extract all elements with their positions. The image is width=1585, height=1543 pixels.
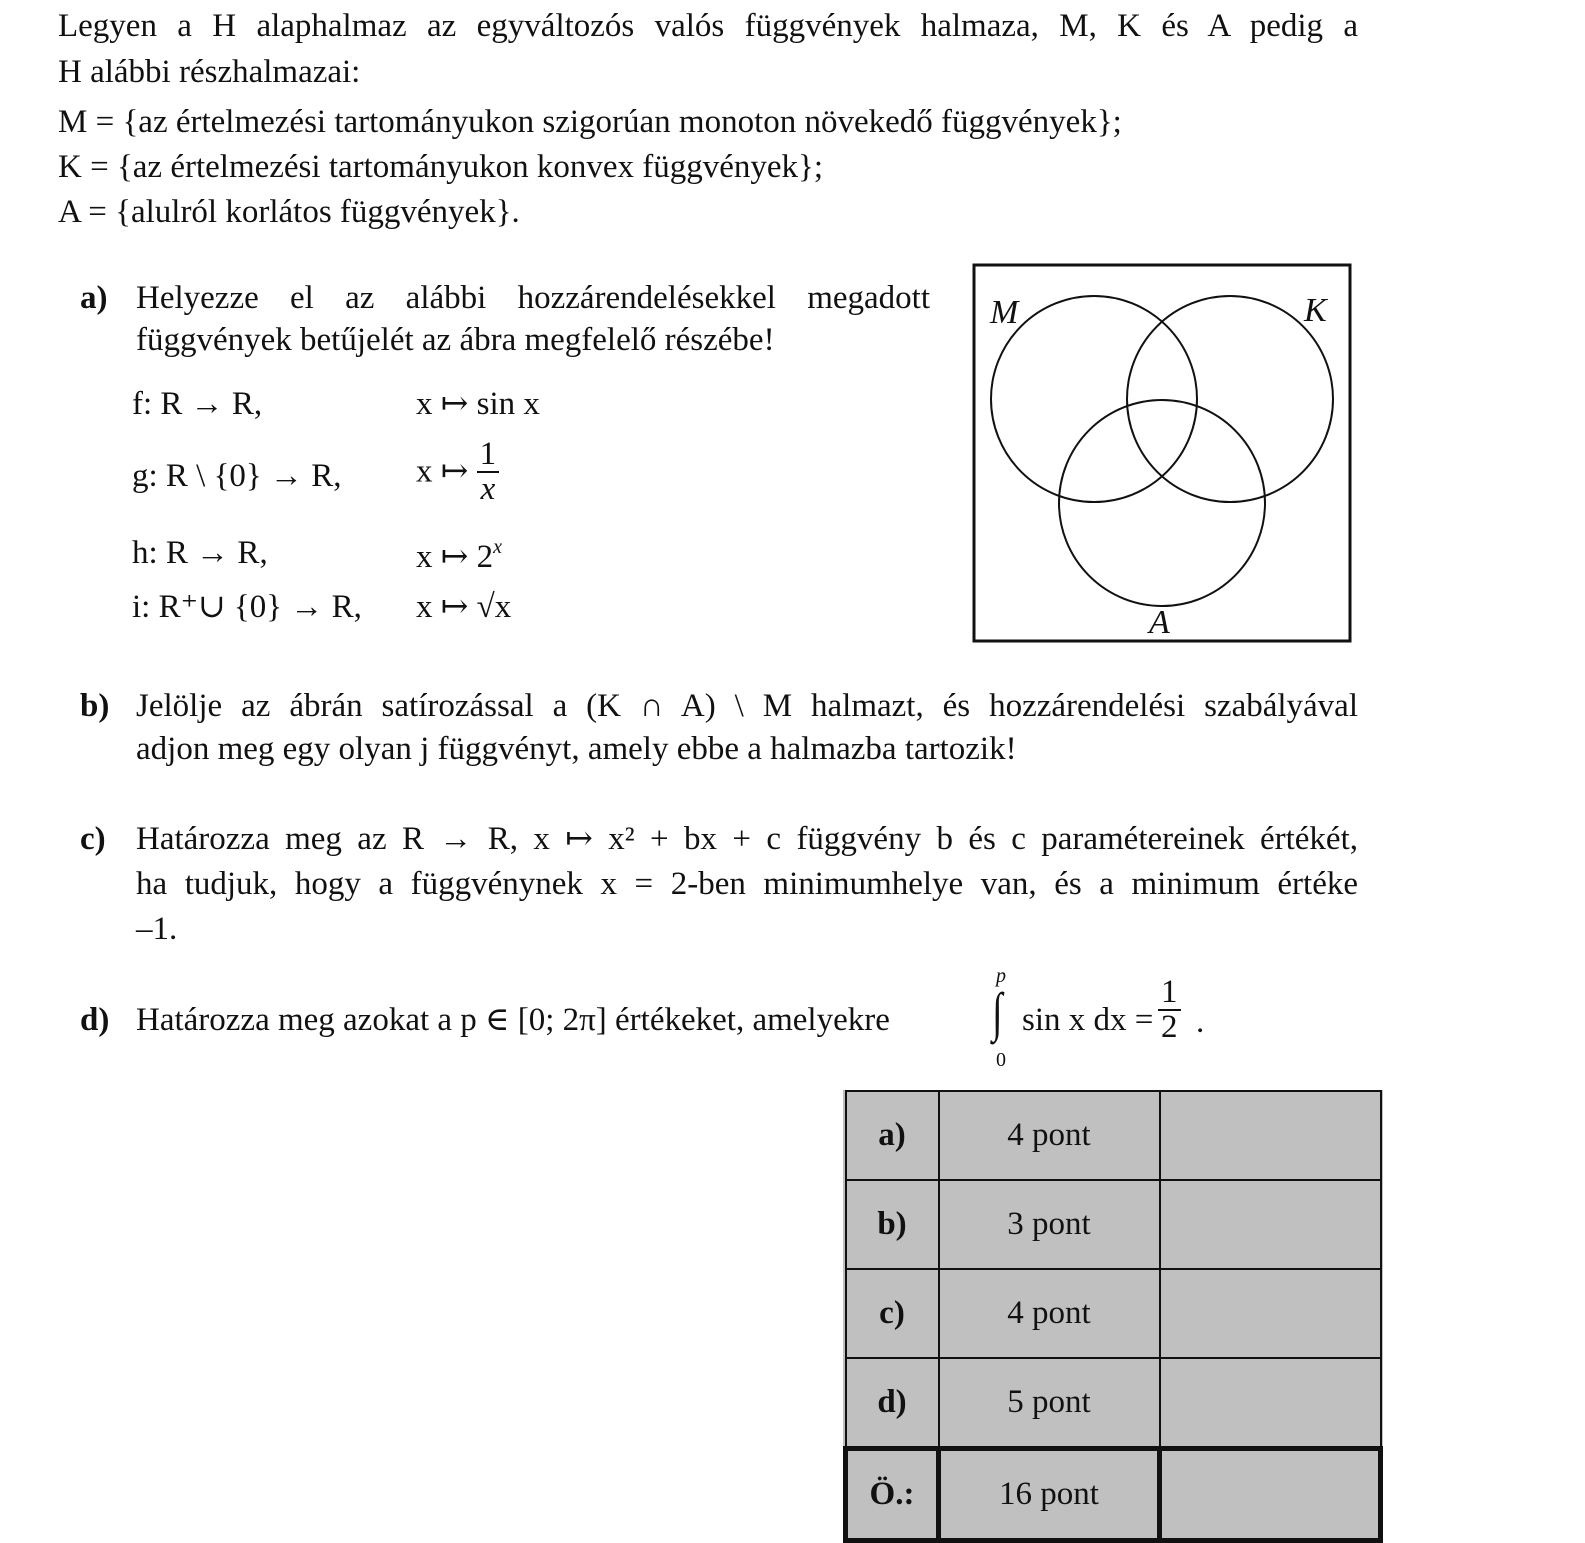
set-k-definition: K = {az értelmezési tartományukon konvex függvények}; (58, 149, 824, 185)
function-g-denominator: x (477, 471, 500, 506)
set-m-circle (991, 296, 1197, 502)
intro-line-2: H alábbi részhalmazai: (58, 54, 361, 90)
table-row (846, 1358, 1381, 1449)
table-row (846, 1180, 1381, 1269)
function-g-rule (416, 438, 499, 506)
score-total-label: Ö.: (846, 1449, 939, 1541)
score-max-points: 4 pont (939, 1269, 1160, 1358)
part-a-label: a) (80, 280, 108, 316)
score-earned-cell[interactable] (1160, 1180, 1381, 1269)
table-row (846, 1269, 1381, 1358)
set-a-definition: A = {alulról korlátos függvények}. (58, 194, 520, 230)
part-a-line-2: függvények betűjelét az ábra megfelelő részébe! (136, 322, 775, 358)
integral-result-denominator: 2 (1158, 1009, 1181, 1044)
function-h-domain: h: R → R, (132, 535, 268, 571)
score-earned-cell[interactable] (1160, 1091, 1381, 1180)
part-d-label: d) (80, 1002, 110, 1038)
set-k-label: K (1304, 292, 1327, 329)
function-i-rule: x ↦ √x (416, 589, 512, 625)
score-part-label: b) (846, 1180, 939, 1269)
table-row-total (846, 1449, 1381, 1541)
part-d-text: Határozza meg azokat a p ∈ [0; 2π] értékeket, amelyekre (136, 1002, 890, 1038)
function-h-rule-prefix: x ↦ 2 (416, 539, 494, 575)
function-h-exponent: x (493, 536, 503, 558)
integral-result-numerator: 1 (1161, 974, 1178, 1010)
score-max-points: 5 pont (939, 1358, 1160, 1449)
part-b-line-2: adjon meg egy olyan j függvényt, amely ebbe a halmazba tartozik! (136, 731, 1017, 767)
integral-upper-bound: p (996, 965, 1006, 987)
part-c-line-2: ha tudjuk, hogy a függvénynek x = 2-ben minimumhelye van, és a minimum értéke (136, 866, 1358, 902)
function-g-fraction (477, 438, 500, 506)
function-h-rule (416, 537, 502, 574)
set-a-label: A (1149, 604, 1170, 641)
score-earned-cell[interactable] (1160, 1358, 1381, 1449)
score-part-label: a) (846, 1091, 939, 1180)
integral-integrand: sin x dx = (1022, 1002, 1154, 1038)
score-part-label: c) (846, 1269, 939, 1358)
integral-result-fraction (1158, 976, 1181, 1044)
part-b-line-1: Jelölje az ábrán satírozással a (K ∩ A) \ M halmazt, és hozzárendelési szabályával (136, 688, 1358, 724)
part-c-line-3: –1. (136, 911, 178, 947)
part-a-line-1: Helyezze el az alábbi hozzárendelésekkel megadott (136, 280, 930, 316)
function-g-numerator: 1 (479, 436, 497, 472)
score-max-points: 4 pont (939, 1091, 1160, 1180)
part-b-label: b) (80, 688, 110, 724)
part-c-line-1: Határozza meg az R → R, x ↦ x² + bx + c függvény b és c paramétereinek értékét, (136, 821, 1358, 857)
venn-diagram (972, 263, 1352, 643)
set-a-circle (1059, 400, 1265, 606)
intro-line-1: Legyen a H alaphalmaz az egyváltozós valós függvények halmaza, M, K és A pedig a (58, 8, 1358, 44)
score-table (843, 1090, 1383, 1543)
table-row (846, 1091, 1381, 1180)
part-c-label: c) (80, 821, 106, 857)
part-d-tail: . (1196, 1004, 1205, 1040)
set-m-label: M (990, 294, 1019, 331)
function-g-domain: g: R \ {0} → R, (132, 458, 342, 494)
score-earned-cell[interactable] (1160, 1269, 1381, 1358)
set-k-circle (1127, 296, 1333, 502)
function-i-domain: i: R⁺∪ {0} → R, (132, 589, 362, 625)
function-f-rule: x ↦ sin x (416, 386, 540, 422)
score-total-earned-cell[interactable] (1160, 1449, 1381, 1541)
integral-lower-bound: 0 (996, 1049, 1006, 1071)
integral-sign: ∫ (992, 982, 1003, 1042)
set-m-definition: M = {az értelmezési tartományukon szigorúan monoton növekedő függvények}; (58, 104, 1122, 140)
score-part-label: d) (846, 1358, 939, 1449)
score-max-points: 3 pont (939, 1180, 1160, 1269)
function-g-rule-prefix: x ↦ (416, 453, 469, 490)
score-total-points: 16 pont (939, 1449, 1160, 1541)
function-f-domain: f: R → R, (132, 386, 263, 422)
